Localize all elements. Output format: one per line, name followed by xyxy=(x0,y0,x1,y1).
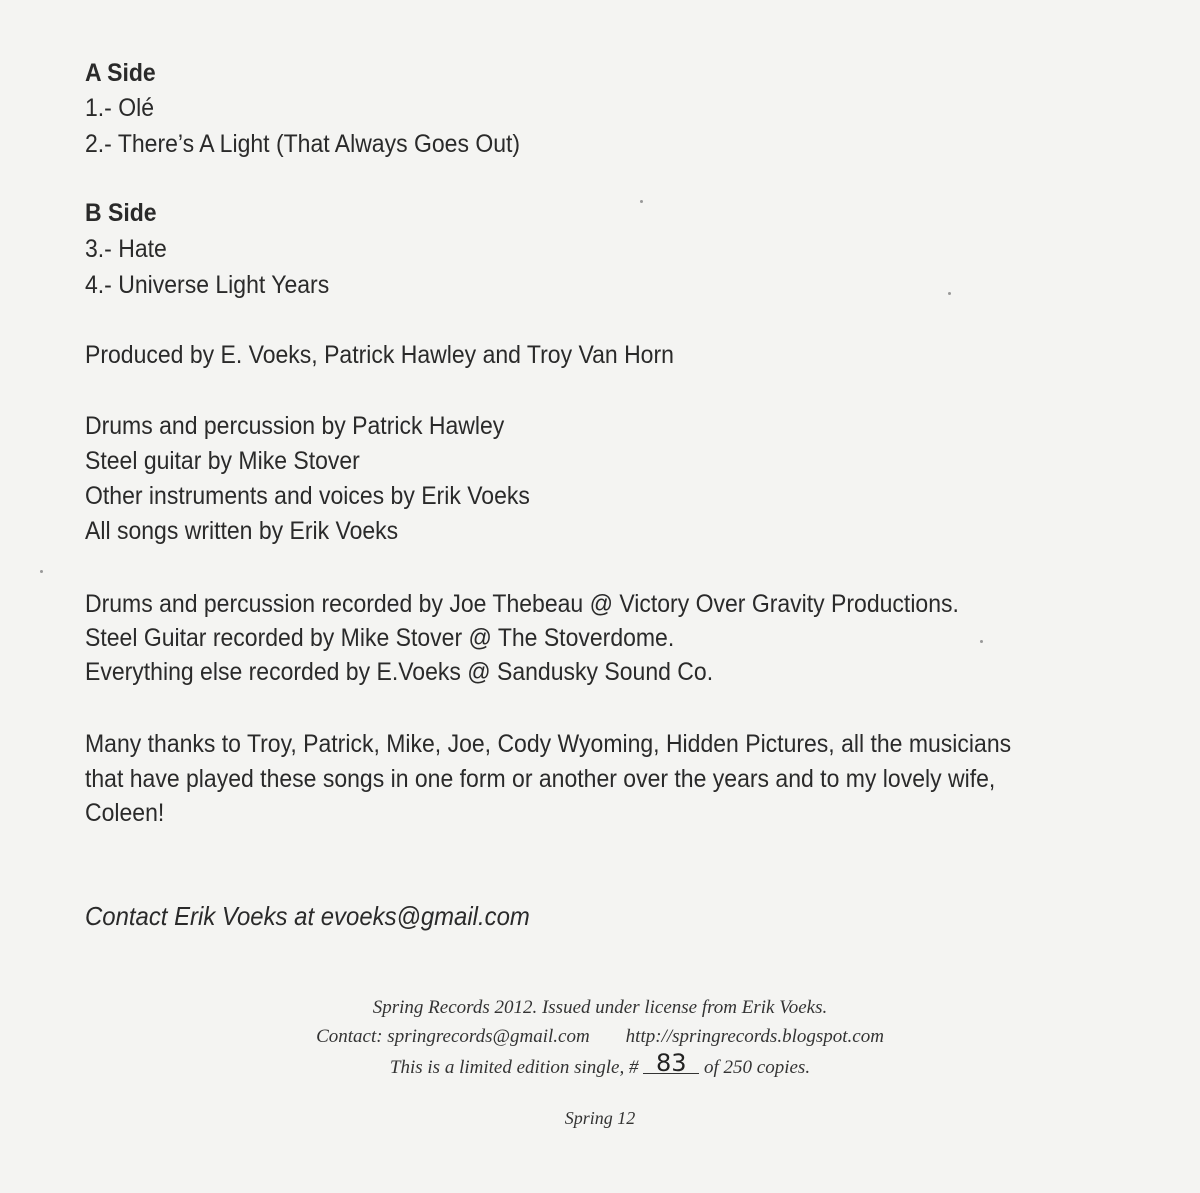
paper-speck xyxy=(948,292,951,295)
credit-line: Drums and percussion by Patrick Hawley xyxy=(85,412,505,440)
track-4: 4.- Universe Light Years xyxy=(85,271,330,299)
thanks-line: Coleen! xyxy=(85,799,165,827)
footer-contact xyxy=(0,1026,1200,1048)
footer-license: Spring Records 2012. Issued under license from Erik Voeks. xyxy=(372,997,828,1018)
contact-line: Contact Erik Voeks at evoeks@gmail.com xyxy=(85,901,530,931)
b-side-heading: B Side xyxy=(85,199,157,227)
track-1: 1.- Olé xyxy=(85,94,155,122)
footer-email: Contact: springrecords@gmail.com xyxy=(316,1026,590,1047)
edition-suffix: of 250 copies. xyxy=(704,1057,811,1078)
paper-speck xyxy=(640,200,643,203)
footer-edition xyxy=(0,1049,1200,1079)
credit-line: Other instruments and voices by Erik Voeks xyxy=(85,482,530,510)
credit-line: All songs written by Erik Voeks xyxy=(85,517,399,545)
paper-speck xyxy=(980,640,983,643)
recording-line: Drums and percussion recorded by Joe Thebeau @ Victory Over Gravity Productions. xyxy=(85,590,959,618)
producer-credit: Produced by E. Voeks, Patrick Hawley and Troy Van Horn xyxy=(85,341,674,369)
recording-line: Steel Guitar recorded by Mike Stover @ The Stoverdome. xyxy=(85,624,675,652)
thanks-line: Many thanks to Troy, Patrick, Mike, Joe, Cody Wyoming, Hidden Pictures, all the musicians xyxy=(85,730,1012,758)
thanks-line: that have played these songs in one form or another over the years and to my lovely wife, xyxy=(85,765,996,793)
track-2: 2.- There’s A Light (That Always Goes Out) xyxy=(85,130,521,158)
a-side-heading: A Side xyxy=(85,59,156,87)
edition-number: 83 xyxy=(643,1053,699,1074)
recording-line: Everything else recorded by E.Voeks @ Sandusky Sound Co. xyxy=(85,658,714,686)
catalog-number: Spring 12 xyxy=(564,1108,636,1128)
footer-url: http://springrecords.blogspot.com xyxy=(625,1026,884,1047)
track-3: 3.- Hate xyxy=(85,235,167,263)
credit-line: Steel guitar by Mike Stover xyxy=(85,447,360,475)
paper-speck xyxy=(40,570,43,573)
edition-prefix: This is a limited edition single, # xyxy=(389,1057,639,1078)
